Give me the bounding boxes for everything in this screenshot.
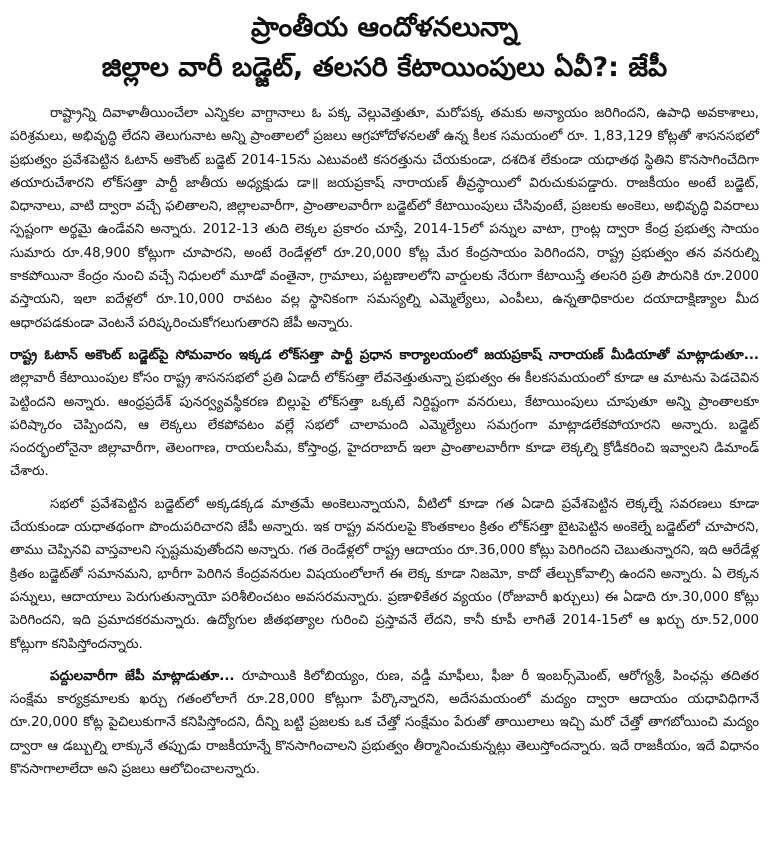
paragraph-4 (10, 665, 759, 781)
headline-line-2: జిల్లాల వారీ బడ్జెట్, తలసరి కేటాయింపులు ఏవీ?: జేపీ (101, 52, 668, 83)
paragraph-2-text: జిల్లావారీ కేటాయింపుల కోసం రాష్ట్ర శాసనసభలో ప్రతి ఏడాదీ లోక్‌సత్తా లేవనెత్తుతున్నా ప్రభుత్వం ఈ కీలకసమయంలో కూడా ఆ మాటను పెడచెవిన పెట్టిందని అన్నారు. ఆంధ్రప్రదేశ్ పునర్వ్యవస్థీకరణ బిల్లుపై లోక్‌సత్తా ఒక్కటే నిర్దిష్టంగా వనరులు, కేటాయింపులు చూపుతూ అన్ని ప్రాంతాలకూ పరిష్కారం చెప్పిందని, ఆ లెక్కలు లేకపోవటం వల్లే సభలో చాలామంది ఎమ్మెల్యేలు సమగ్రంగా మాట్లాడలేకపోయారని అన్నారు. బడ్జెట్ సందర్భంలోనైనా జిల్లావారీగా, తెలంగాణ, రాయలసీమ, కోస్తాంధ్ర, హైదరాబాద్ ఇలా ప్రాంతాలవారీగా కూడా లెక్కల్ని క్రోడీకరించి ఇవ్వాలని డిమాండ్ చేశారు. (10, 371, 759, 480)
paragraph-4-text: రూపాయికి కిలోబియ్యం, రుణ, వడ్డీ మాఫీలు, ఫీజు రీ ఇంబర్స్‌మెంట్, ఆరోగ్యశ్రీ, పింఛన్లు తదితర సంక్షేమ కార్యక్రమాలకు ఖర్చు గతంలోలాగే రూ.28,000 కోట్లుగా పేర్కొన్నారని, అదేసమయంలో మద్యం ద్వారా ఆదాయం యధావిధిగానే రూ.20,000 కోట్ల పైచిలుకుగానే కనిపిస్తోందని, దీన్ని బట్టి ప్రజలకు ఒక చేత్తో సంక్షేమం పేరుతో తాయిలాలు ఇచ్చి మరో చేత్తో తాగబోయించి మద్యం ద్వారా ఆ డబ్బుల్ని లాక్కునే తప్పుడు రాజకీయాన్నే కొనసాగించాలని ప్రభుత్వం తీర్మానించుకున్నట్లు తెలుస్తోందన్నారు. ఇదే రాజకీయం, ఇదే విధానం కొనసాగాలాలేదా అని ప్రజలు ఆలోచించాలన్నారు. (10, 668, 759, 778)
paragraph-3-text: సభలో ప్రవేశపెట్టిన బడ్జెట్‌లో అక్కడక్కడ మాత్రమే అంకెలున్నాయని, వీటిలో కూడా గత ఏడాది ప్రవేశపెట్టిన లెక్కల్నే సవరణలు కూడా చేయకుండా యధాతథంగా పొందుపరిచారని జేపీ అన్నారు. ఇక రాష్ట్ర వనరులపై కొంతకాలం క్రితం లోక్‌సత్తా బైటపెట్టిన అంకెల్నే బడ్జెట్‌లో చూపారని, తాము చెప్పినవి వాస్తవాలని స్పష్టమవుతోందని అన్నారు. గత రెండేళ్లలో రాష్ట్ర ఆదాయం రూ.36,000 కోట్లు పెరిగిందని చెబుతున్నారని, ఇది ఆరేడేళ్ల క్రితం బడ్జెట్‌తో సమానమని, భారీగా పెరిగిన కేంద్రవనరుల విషయంలోలాగే ఈ లెక్క కూడా నిజమో, కాదో తేల్చుకోవాల్సి ఉందని అన్నారు. ఏ లెక్కన పన్నులు, ఆదాయాలు పెరుగుతున్నాయో పరిశీలించటం అవసరమన్నారు. ప్రణాళికేతర వ్యయం (రోజువారీ ఖర్చులు) ఈ ఏడాది రూ.30,000 కోట్లు పెరిగిందని, ఇది ప్రమాదకరమన్నారు. ఉద్యోగుల జీతభత్యాల గురించి ప్రస్తావనే లేదని, కానీ కూపీ లాగితే 2014-15లో ఆ ఖర్చు రూ.52,000 కోట్లుగా కనిపిస్తోందన్నారు. (10, 496, 759, 652)
paragraph-3 (10, 493, 759, 656)
paragraph-1 (10, 102, 759, 335)
paragraph-4-lead: పద్దులవారీగా జేపీ మాట్లాడుతూ... (50, 668, 235, 684)
paragraph-1-text: రాష్ట్రాన్ని దివాళాతీయించేలా ఎన్నికల వాగ్దానాలు ఓ పక్క వెల్లువెత్తుతూ, మరోపక్క తమకు అన్యాయం జరిగిందని, ఉపాధి అవకాశాలు, పరిశ్రమలు, అభివృద్ధి లేదని తెలుగునాట అన్ని ప్రాంతాలలో ప్రజలు ఆగ్రహోదోళనలతో ఉన్న కీలక సమయంలో రూ. 1,83,129 కోట్లతో శాసనసభలో ప్రభుత్వం ప్రవేశపెట్టిన ఓటాన్ అకౌంట్ బడ్జెట్ 2014-15ను ఎటువంటి కసరత్తును చేయకుండా, దశదిశ లేకుండా యధాతథ స్థితిని కొనసాగించేదిగా తయారుచేశారని లోక్‌సత్తా పార్టీ జాతీయ అధ్యక్షుడు డా॥ జయప్రకాష్ నారాయణ్ తీవ్రస్థాయిలో విరుచుకుపడ్డారు. రాజకీయం అంటే బడ్జెట్, విధానాలు, వాటి ద్వారా వచ్చే ఫలితాలని, జిల్లాలవారీగా, ప్రాంతాలవారీగా బడ్జెట్‌లో కేటాయింపులు చేసివుంటే, ప్రజలకు అంకెలు, అభివృద్ధి వివరాలు స్పష్టంగా అర్థమై ఉండేవని అన్నారు. 2012-13 తుది లెక్కల ప్రకారం చూస్తే, 2014-15లో పన్నుల వాటా, గ్రాంట్ల ద్వారా కేంద్ర ప్రభుత్వ సాయం సుమారు రూ.48,900 కోట్లుగా చూపారని, అంటే రెండేళ్లలో రూ.20,000 కోట్ల మేర కేంద్రసాయం పెరిగిందని, రాష్ట్ర ప్రభుత్వం తన వనరుల్ని కాకపోయినా కేంద్రం నుంచి వచ్చే నిధులలో మూడో వంతైనా, గ్రామాలు, పట్టణాలలోని వార్డులకు నేరుగా కేటాయిస్తే తలసరి ప్రతి పౌరునికి రూ.2000 వస్తాయని, ఇలా ఐదేళ్లలో రూ.10,000 రావటం వల్ల స్థానికంగా సమస్యల్ని ఎమ్మెల్యేలు, ఎంపీలు, ఉన్నతాధికారుల దయాదాక్షిణ్యాల మీద ఆధారపడకుండా వెంటనే పరిష్కరించుకోగలుగుతారని జేపీ అన్నారు. (10, 106, 759, 331)
paragraph-2-lead: రాష్ట్ర ఓటాన్ అకౌంట్ బడ్జెట్‌పై సోమవారం ఇక్కడ లోక్‌సత్తా పార్టీ ప్రధాన కార్యాలయంలో జయప్రకాష్ నారాయణ్ మీడియాతో మాట్లాడుతూ... (10, 347, 759, 363)
paragraph-2 (10, 344, 759, 484)
headline-line-1: ప్రాంతీయ ఆందోళనలున్నా (251, 12, 518, 43)
